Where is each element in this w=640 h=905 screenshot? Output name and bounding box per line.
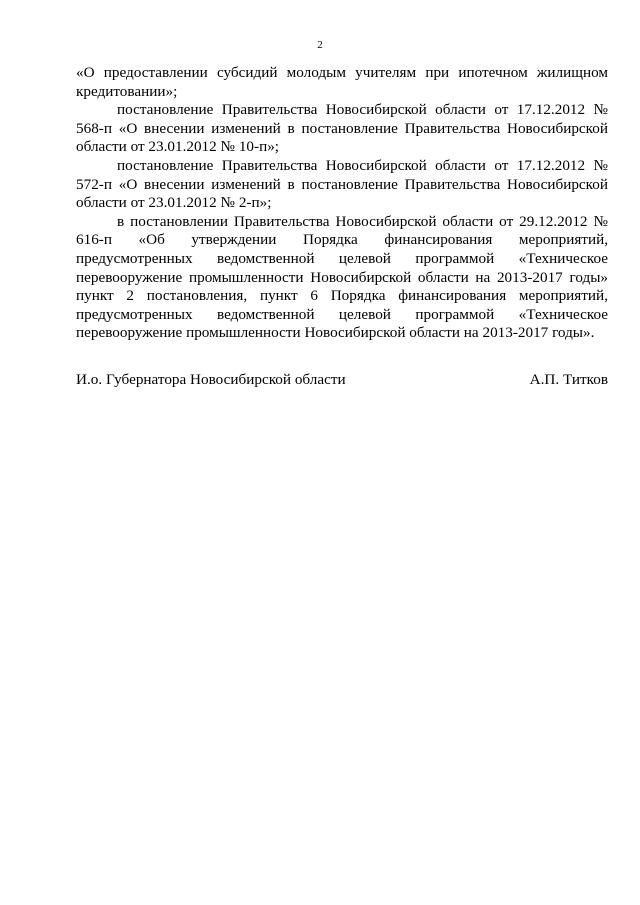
signature-block [76,371,608,390]
paragraph-resolution-572: постановление Правительства Новосибирской области от 17.12.2012 № 572-п «О внесении изменений в постановление Правительства Новосибирской области от 23.01.2012 № 2-п»; [76,156,608,212]
paragraph-resolution-568: постановление Правительства Новосибирской области от 17.12.2012 № 568-п «О внесении изменений в постановление Правительства Новосибирской области от 23.01.2012 № 10-п»; [76,101,608,156]
document-body [76,64,608,343]
page-number: 2 [317,39,323,51]
signatory-position: И.о. Губернатора Новосибирской области [76,371,346,388]
signatory-name: А.П. Титков [529,371,608,388]
paragraph-continuation: «О предоставлении субсидий молодым учителям при ипотечном жилищном кредитовании»; [76,64,608,100]
paragraph-resolution-616: в постановлении Правительства Новосибирской области от 29.12.2012 № 616-п «Об утверждении Порядка финансирования мероприятий, предусмотренных ведомственной целевой программой «Техническое перевооружение промышленности Новосибирской области на 2013-2017 годы» пункт 2 постановления, пункт 6 Порядка финансирования мероприятий, предусмотренных ведомственной целевой программой «Техническое перевооружение промышленности Новосибирской области на 2013-2017 годы». [76,212,608,342]
